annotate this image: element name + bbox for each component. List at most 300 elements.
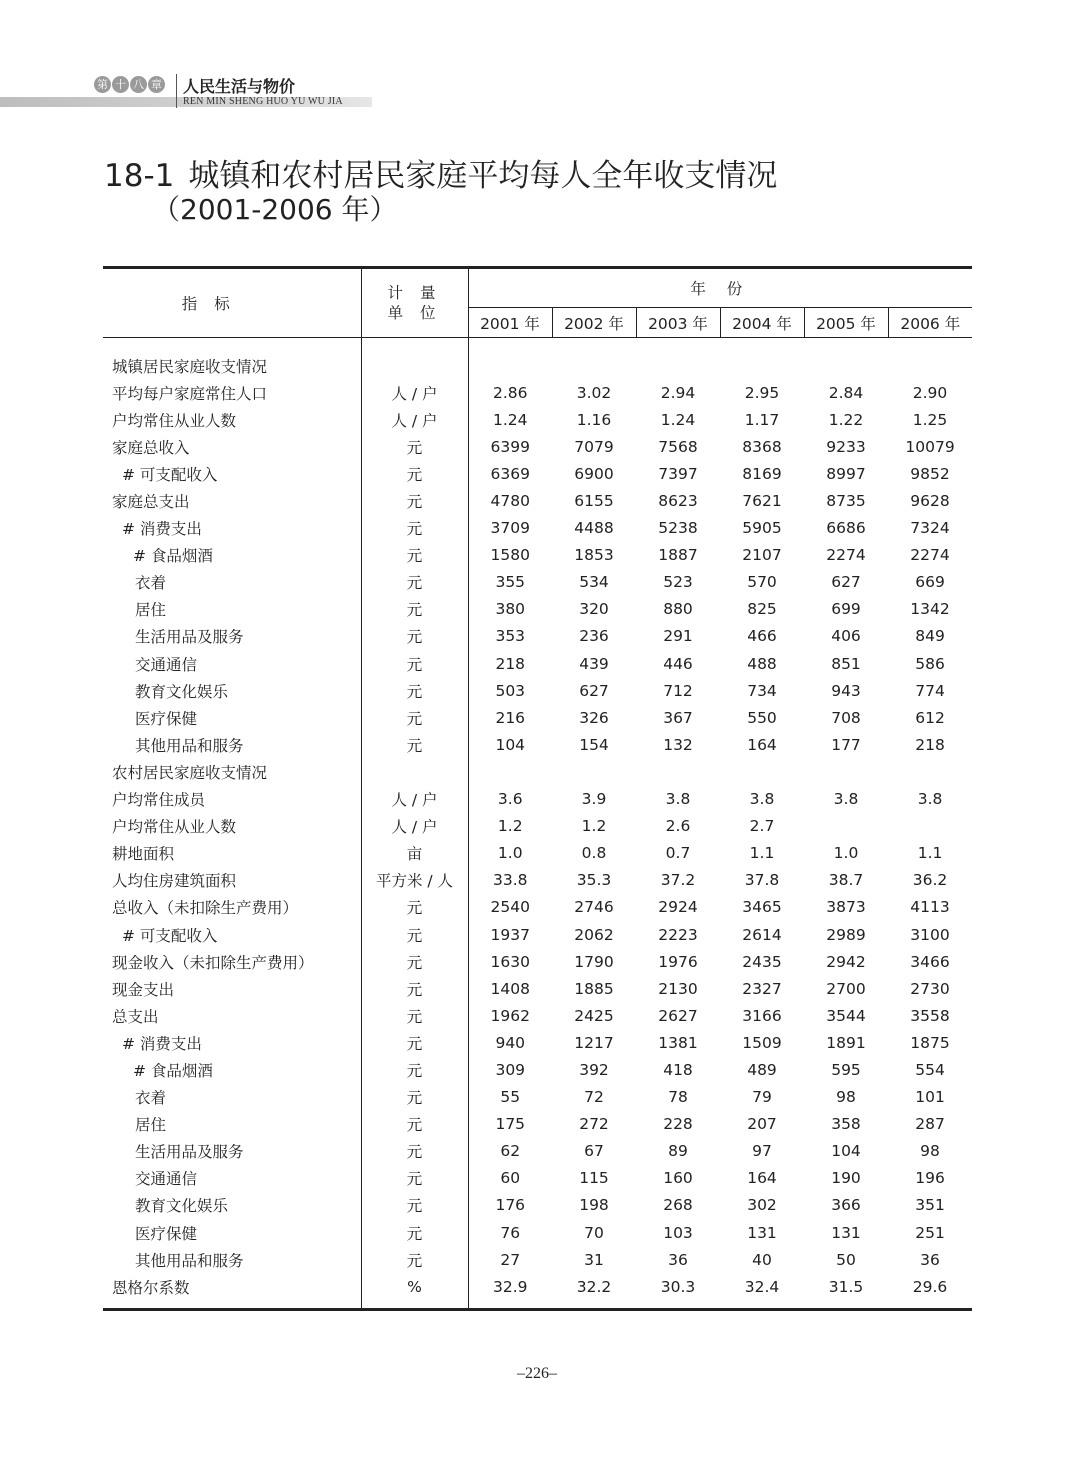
row-value: 29.6 (912, 1277, 948, 1296)
row-value: 2.95 (744, 383, 780, 402)
row-value: 3.8 (833, 790, 859, 809)
row-value: 70 (584, 1223, 604, 1242)
row-value: 190 (831, 1169, 861, 1188)
row-value: 358 (831, 1115, 861, 1134)
row-value: 207 (747, 1115, 777, 1134)
row-value: 36 (668, 1250, 688, 1269)
row-value: 6399 (468, 433, 552, 460)
row-value: 1887 (658, 546, 698, 565)
row-label: 现金支出 (112, 980, 175, 999)
table-row (103, 433, 972, 460)
row-value: 2130 (658, 979, 698, 998)
row-value: 98 (920, 1142, 940, 1161)
row-value: 367 (663, 708, 693, 727)
row-value: 6686 (826, 519, 866, 538)
row-value: 1630 (468, 948, 552, 975)
row-value: 708 (831, 708, 861, 727)
row-value (888, 813, 972, 840)
row-value (636, 758, 720, 785)
row-value (552, 758, 636, 785)
spacer-cell (888, 338, 972, 353)
row-value (804, 813, 888, 840)
row-value: 1580 (468, 542, 552, 569)
row-label: # 消费支出 (122, 1034, 202, 1053)
row-value: 2746 (574, 898, 614, 917)
row-value: 5905 (742, 519, 782, 538)
row-value: 943 (831, 681, 861, 700)
row-unit: 元 (361, 1246, 468, 1273)
row-value: 2614 (742, 925, 782, 944)
row-value: 2.7 (749, 817, 775, 836)
row-value: 2924 (658, 898, 698, 917)
row-value: 78 (668, 1088, 688, 1107)
row-value: 2327 (742, 979, 782, 998)
table-year-range: （2001-2006 年） (152, 193, 398, 226)
row-unit: 元 (361, 1111, 468, 1138)
row-label: # 可支配收入 (122, 926, 218, 945)
row-value: 940 (468, 1029, 552, 1056)
row-value: 2989 (826, 925, 866, 944)
table-row (103, 840, 972, 867)
table-row (103, 1111, 972, 1138)
row-label: 城镇居民家庭收支情况 (112, 357, 268, 376)
row-value: 2274 (910, 546, 950, 565)
row-label: 居住 (135, 1116, 167, 1135)
row-value: 30.3 (660, 1277, 696, 1296)
row-label: 医疗保健 (135, 709, 198, 728)
row-label: 现金收入（未扣除生产费用） (112, 953, 314, 972)
row-value: 98 (836, 1088, 856, 1107)
row-label: 户均常住从业人数 (112, 411, 237, 430)
row-value: 27 (468, 1246, 552, 1273)
table-row (103, 1138, 972, 1165)
row-value: 89 (668, 1142, 688, 1161)
row-label: 家庭总收入 (112, 438, 190, 457)
row-unit: 人 / 户 (361, 813, 468, 840)
row-value: 595 (831, 1060, 861, 1079)
row-unit: 元 (361, 569, 468, 596)
table-row (103, 867, 972, 894)
row-unit: 平方米 / 人 (361, 867, 468, 894)
row-value: 2700 (826, 979, 866, 998)
row-value: 175 (468, 1111, 552, 1138)
row-value (720, 352, 804, 379)
table-row (103, 1056, 972, 1083)
row-unit: 元 (361, 975, 468, 1002)
row-value: 2435 (742, 952, 782, 971)
row-value: 164 (747, 1169, 777, 1188)
table-number: 18-1 (104, 158, 175, 194)
row-value: 2062 (574, 925, 614, 944)
row-value: 3709 (468, 515, 552, 542)
table-row (103, 894, 972, 921)
table-row (103, 406, 972, 433)
chapter-badge-char: 十 (112, 76, 129, 93)
row-label: 交通通信 (135, 1170, 198, 1189)
row-unit: 元 (361, 921, 468, 948)
header-unit (361, 268, 468, 338)
page-number: –226– (517, 1365, 557, 1382)
row-value: 32.2 (576, 1277, 612, 1296)
table-row (103, 1029, 972, 1056)
row-label: 交通通信 (135, 655, 198, 674)
row-value: 3.8 (665, 790, 691, 809)
row-value: 326 (579, 708, 609, 727)
row-value: 1853 (574, 546, 614, 565)
row-value: 104 (468, 731, 552, 758)
row-value: 351 (915, 1196, 945, 1215)
row-value: 218 (915, 735, 945, 754)
table-row (103, 1192, 972, 1219)
row-value: 62 (468, 1138, 552, 1165)
row-unit: 元 (361, 1056, 468, 1083)
row-value: 380 (468, 596, 552, 623)
row-value: 218 (468, 650, 552, 677)
row-value: 4113 (910, 898, 950, 917)
spacer-cell (720, 338, 804, 353)
row-value: 418 (663, 1060, 693, 1079)
row-value: 523 (663, 573, 693, 592)
row-unit: 人 / 户 (361, 786, 468, 813)
row-value: 366 (831, 1196, 861, 1215)
row-unit: 元 (361, 487, 468, 514)
row-value: 6155 (574, 492, 614, 511)
row-unit: 元 (361, 623, 468, 650)
table-row (103, 1084, 972, 1111)
row-value: 1.25 (912, 410, 948, 429)
row-value: 55 (468, 1084, 552, 1111)
row-value: 291 (663, 627, 693, 646)
row-value: 9233 (826, 437, 866, 456)
row-value: 466 (747, 627, 777, 646)
row-value: 132 (663, 735, 693, 754)
row-label: 其他用品和服务 (135, 1251, 244, 1270)
row-value: 131 (831, 1223, 861, 1242)
row-value: 2223 (658, 925, 698, 944)
row-value: 3.6 (468, 786, 552, 813)
row-unit: 元 (361, 1084, 468, 1111)
row-value: 1509 (742, 1033, 782, 1052)
row-value: 1.24 (660, 410, 696, 429)
chapter-badge-char: 第 (94, 76, 111, 93)
row-label: 衣着 (135, 1089, 167, 1108)
row-value: 3.8 (749, 790, 775, 809)
row-label: 平均每户家庭常住人口 (112, 384, 268, 403)
row-value: 115 (579, 1169, 609, 1188)
header-year: 2001 年 (468, 308, 552, 338)
row-value: 32.9 (468, 1273, 552, 1310)
row-unit: 元 (361, 1138, 468, 1165)
row-value: 353 (468, 623, 552, 650)
row-value: 3.9 (581, 790, 607, 809)
row-value: 8623 (658, 492, 698, 511)
spacer-cell (804, 338, 888, 353)
spacer-cell (636, 338, 720, 353)
table-row (103, 813, 972, 840)
row-value: 9628 (910, 492, 950, 511)
row-value: 669 (915, 573, 945, 592)
row-value: 35.3 (576, 871, 612, 890)
row-value: 103 (663, 1223, 693, 1242)
row-value: 1.17 (744, 410, 780, 429)
row-label: 总收入（未扣除生产费用） (112, 899, 299, 918)
row-value: 4780 (468, 487, 552, 514)
row-value: 7397 (658, 464, 698, 483)
row-value: 1.1 (749, 844, 775, 863)
row-unit: 人 / 户 (361, 406, 468, 433)
row-value: 0.8 (581, 844, 607, 863)
row-value: 550 (747, 708, 777, 727)
table-row (103, 1165, 972, 1192)
row-value: 2627 (658, 1006, 698, 1025)
row-value: 489 (747, 1060, 777, 1079)
row-value: 97 (752, 1142, 772, 1161)
chapter-badge-char: 八 (130, 76, 147, 93)
row-value: 3466 (910, 952, 950, 971)
header-year: 2003 年 (636, 308, 720, 338)
row-value (636, 352, 720, 379)
row-value: 8997 (826, 464, 866, 483)
header-indicator: 指 标 (103, 268, 361, 338)
row-value: 6369 (468, 460, 552, 487)
row-label: 其他用品和服务 (135, 736, 244, 755)
row-label: 生活用品及服务 (135, 628, 244, 647)
row-value (888, 352, 972, 379)
row-value: 79 (752, 1088, 772, 1107)
row-label: 生活用品及服务 (135, 1143, 244, 1162)
row-value: 734 (747, 681, 777, 700)
row-value: 6900 (574, 464, 614, 483)
row-value: 104 (831, 1142, 861, 1161)
row-value: 9852 (910, 464, 950, 483)
row-value: 503 (468, 677, 552, 704)
row-value: 36.2 (912, 871, 948, 890)
row-label: 恩格尔系数 (112, 1278, 190, 1297)
table-row (103, 704, 972, 731)
row-unit: 元 (361, 1219, 468, 1246)
row-value: 1875 (910, 1033, 950, 1052)
row-value: 8169 (742, 464, 782, 483)
row-value: 309 (468, 1056, 552, 1083)
row-value: 586 (915, 654, 945, 673)
row-value: 1381 (658, 1033, 698, 1052)
row-unit: 元 (361, 1002, 468, 1029)
row-label: # 消费支出 (122, 520, 202, 539)
row-value: 320 (579, 600, 609, 619)
row-label: 总支出 (112, 1007, 159, 1026)
row-value: 2425 (574, 1006, 614, 1025)
row-unit: 元 (361, 731, 468, 758)
row-value: 392 (579, 1060, 609, 1079)
row-value: 2107 (742, 546, 782, 565)
row-value: 40 (752, 1250, 772, 1269)
table-row (103, 379, 972, 406)
table-row (103, 786, 972, 813)
row-value: 1.2 (468, 813, 552, 840)
table-row (103, 460, 972, 487)
row-value: 7079 (574, 437, 614, 456)
row-value (552, 352, 636, 379)
row-value: 36 (920, 1250, 940, 1269)
table-row (103, 515, 972, 542)
row-label: 人均住房建筑面积 (112, 872, 237, 891)
row-value: 10079 (905, 437, 955, 456)
row-value: 216 (468, 704, 552, 731)
table-row (103, 487, 972, 514)
chapter-separator (176, 74, 177, 108)
row-unit: 元 (361, 596, 468, 623)
row-unit (361, 758, 468, 785)
table-row (103, 731, 972, 758)
row-value: 1790 (574, 952, 614, 971)
row-value: 355 (468, 569, 552, 596)
row-value: 50 (836, 1250, 856, 1269)
row-value: 2942 (826, 952, 866, 971)
row-unit: 元 (361, 1029, 468, 1056)
row-value: 446 (663, 654, 693, 673)
row-value: 7568 (658, 437, 698, 456)
table-row (103, 650, 972, 677)
row-value: 72 (584, 1088, 604, 1107)
row-unit: 元 (361, 948, 468, 975)
row-value: 488 (747, 654, 777, 673)
row-label: 教育文化娱乐 (135, 682, 229, 701)
row-value: 570 (747, 573, 777, 592)
row-value: 131 (747, 1223, 777, 1242)
row-unit: 元 (361, 515, 468, 542)
row-label: 医疗保健 (135, 1224, 198, 1243)
row-value: 198 (579, 1196, 609, 1215)
row-value: 712 (663, 681, 693, 700)
row-value: 3465 (742, 898, 782, 917)
table-row (103, 596, 972, 623)
row-value: 3166 (742, 1006, 782, 1025)
row-unit: 元 (361, 460, 468, 487)
table-row (103, 1246, 972, 1273)
row-value: 3873 (826, 898, 866, 917)
row-value: 272 (579, 1115, 609, 1134)
row-value: 164 (747, 735, 777, 754)
row-value: 880 (663, 600, 693, 619)
row-unit: 元 (361, 433, 468, 460)
row-value: 287 (915, 1115, 945, 1134)
table-row (103, 352, 972, 379)
row-value: 2.90 (912, 383, 948, 402)
row-value: 196 (915, 1169, 945, 1188)
chapter-pinyin: REN MIN SHENG HUO YU WU JIA (183, 96, 343, 107)
row-value: 2.86 (468, 379, 552, 406)
row-value (804, 352, 888, 379)
row-unit: 元 (361, 677, 468, 704)
row-value: 3544 (826, 1006, 866, 1025)
row-value: 627 (579, 681, 609, 700)
row-value (468, 352, 552, 379)
table-title: 城镇和农村居民家庭平均每人全年收支情况 (188, 158, 778, 194)
row-label: 耕地面积 (112, 845, 175, 864)
table-row (103, 542, 972, 569)
row-value (804, 758, 888, 785)
row-value: 5238 (658, 519, 698, 538)
row-value: 1962 (468, 1002, 552, 1029)
row-value: 76 (468, 1219, 552, 1246)
row-unit: 元 (361, 704, 468, 731)
chapter-badge (94, 76, 165, 93)
row-unit: % (361, 1273, 468, 1310)
row-value: 1.1 (917, 844, 943, 863)
row-value: 176 (468, 1192, 552, 1219)
row-unit (361, 352, 468, 379)
row-value: 31.5 (828, 1277, 864, 1296)
row-value: 1891 (826, 1033, 866, 1052)
table-row (103, 623, 972, 650)
row-value (888, 758, 972, 785)
row-value: 1885 (574, 979, 614, 998)
row-value: 1.24 (468, 406, 552, 433)
row-value: 3558 (910, 1006, 950, 1025)
row-value: 154 (579, 735, 609, 754)
row-value: 8735 (826, 492, 866, 511)
row-value: 1342 (910, 600, 950, 619)
row-value: 2540 (468, 894, 552, 921)
row-value: 1976 (658, 952, 698, 971)
row-value: 8368 (742, 437, 782, 456)
row-value: 302 (747, 1196, 777, 1215)
table-row (103, 1219, 972, 1246)
row-value: 268 (663, 1196, 693, 1215)
row-value: 554 (915, 1060, 945, 1079)
row-value: 7621 (742, 492, 782, 511)
row-value: 33.8 (468, 867, 552, 894)
row-value (468, 758, 552, 785)
row-label: # 食品烟酒 (133, 1061, 213, 1080)
row-value: 2.6 (665, 817, 691, 836)
row-value: 2730 (910, 979, 950, 998)
row-value: 851 (831, 654, 861, 673)
row-label: 教育文化娱乐 (135, 1197, 229, 1216)
header-unit-line2: 单 位 (387, 304, 442, 322)
row-value: 825 (747, 600, 777, 619)
header-unit-line1: 计 量 (387, 284, 442, 302)
table-row (103, 1273, 972, 1310)
chapter-title: 人民生活与物价 (183, 77, 296, 96)
row-unit: 元 (361, 542, 468, 569)
row-value: 1.0 (468, 840, 552, 867)
row-label: # 可支配收入 (122, 465, 218, 484)
row-value: 236 (579, 627, 609, 646)
row-value: 612 (915, 708, 945, 727)
row-value: 1.22 (828, 410, 864, 429)
row-label: 家庭总支出 (112, 493, 190, 512)
row-unit: 元 (361, 1165, 468, 1192)
row-value: 251 (915, 1223, 945, 1242)
row-value: 1937 (468, 921, 552, 948)
table-body (103, 338, 972, 1310)
table-row (103, 948, 972, 975)
row-unit: 元 (361, 1192, 468, 1219)
row-value: 1.2 (581, 817, 607, 836)
row-value: 37.2 (660, 871, 696, 890)
spacer-cell (361, 338, 468, 353)
row-value: 31 (584, 1250, 604, 1269)
row-unit: 元 (361, 650, 468, 677)
row-value: 38.7 (828, 871, 864, 890)
table-row (103, 569, 972, 596)
row-value: 3100 (910, 925, 950, 944)
header-year: 2005 年 (804, 308, 888, 338)
row-unit: 元 (361, 894, 468, 921)
row-value: 32.4 (744, 1277, 780, 1296)
row-value: 67 (584, 1142, 604, 1161)
